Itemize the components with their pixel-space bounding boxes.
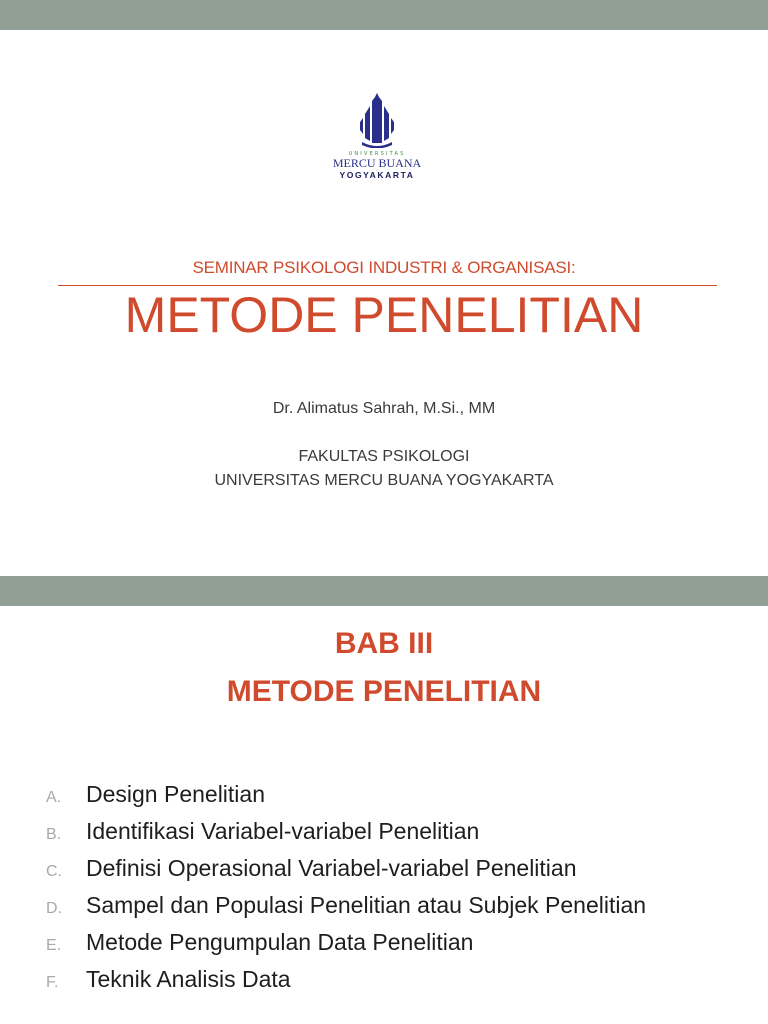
list-marker: F. <box>46 974 59 991</box>
list-item <box>46 924 646 961</box>
faculty-name: FAKULTAS PSIKOLOGI <box>298 448 470 465</box>
list-item-text: Metode Pengumpulan Data Penelitian <box>86 929 474 955</box>
list-item <box>46 961 646 998</box>
list-marker: B. <box>46 826 62 843</box>
list-item <box>46 850 646 887</box>
university-name: UNIVERSITAS MERCU BUANA YOGYAKARTA <box>214 472 554 489</box>
chapter-title: METODE PENELITIAN <box>226 675 542 708</box>
outline-list <box>46 776 646 998</box>
list-marker: C. <box>46 863 62 880</box>
list-item-text: Teknik Analisis Data <box>86 966 291 992</box>
list-item-text: Design Penelitian <box>86 781 266 807</box>
slide-top-band <box>0 0 768 30</box>
list-item-text: Sampel dan Populasi Penelitian atau Subjek Penelitian <box>86 892 647 918</box>
university-emblem-icon <box>358 92 396 148</box>
chapter-number: BAB III <box>334 627 434 660</box>
seminar-subtitle: SEMINAR PSIKOLOGI INDUSTRI & ORGANISASI: <box>192 258 576 277</box>
outline-slide <box>0 576 768 1024</box>
list-item <box>46 776 646 813</box>
author-name: Dr. Alimatus Sahrah, M.Si., MM <box>272 400 496 417</box>
list-item-text: Identifikasi Variabel-variabel Penelitian <box>86 818 480 844</box>
slide-title: METODE PENELITIAN <box>124 287 644 343</box>
chapter-heading <box>0 620 768 716</box>
logo-city-name: YOGYAKARTA <box>339 170 415 180</box>
list-item-text: Definisi Operasional Variabel-variabel Penelitian <box>86 855 577 881</box>
slide-top-band <box>0 576 768 606</box>
logo-small-text: UNIVERSITAS <box>348 151 406 157</box>
list-marker: D. <box>46 900 62 917</box>
list-item <box>46 813 646 850</box>
list-item <box>46 887 646 924</box>
list-marker: A. <box>46 789 62 806</box>
logo-university-name: MERCU BUANA <box>332 156 422 170</box>
list-marker: E. <box>46 937 62 954</box>
university-logo <box>322 92 432 188</box>
